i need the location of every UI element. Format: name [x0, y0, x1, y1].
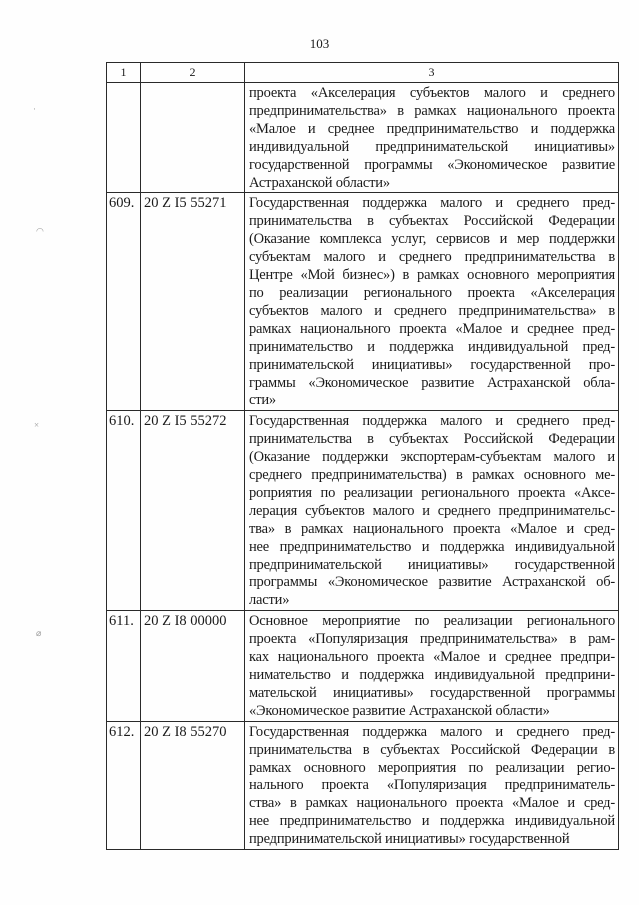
scan-speck: × [34, 420, 40, 430]
header-cell-1: 1 [107, 63, 141, 83]
description-line: среднего предпринимательства) в рамках основного ме- [249, 467, 615, 484]
scan-speck: ◠ [36, 226, 44, 236]
scan-speck: · [33, 104, 36, 114]
description-line: субъектам малого и среднего предпринимательства в [249, 249, 615, 266]
description-line: (Оказание комплекса услуг, сервисов и мер поддержки [249, 231, 615, 248]
row-number-cell [107, 83, 141, 193]
description-line: принимательство и поддержка индивидуальной пред- [249, 338, 615, 355]
description-line: ках национального проекта «Малое и среднее предпри- [249, 649, 615, 666]
description-cell [245, 611, 619, 721]
description-line: предпринимательской инициативы» государственной [249, 831, 570, 848]
description-line: проекта «Популяризация предпринимательства» в рам- [249, 631, 615, 648]
description-line: предпринимательской инициативы» государственной [249, 556, 615, 573]
description-line: «Экономическое развитие Астраханской области» [249, 702, 550, 719]
description-line: роприятия по реализации регионального проекта «Аксе- [249, 484, 615, 501]
description-line: по реализации регионального проекта «Акселерация [249, 284, 615, 301]
description-line: нимательство и поддержка индивидуальной предприни- [249, 667, 615, 683]
table-row [107, 193, 619, 411]
description-line: ства» в рамках национального проекта «Малое и сред- [249, 795, 615, 812]
row-number-cell: 610. [107, 411, 141, 611]
table-row [107, 721, 619, 849]
description-line: программы «Экономическое развитие Астраханской об- [249, 574, 615, 591]
description-line: проекта «Акселерация субъектов малого и среднего [249, 85, 615, 101]
description-line: (Оказание поддержки экспортерам-субъектам малого и [249, 449, 615, 466]
description-line: принимательства в субъектах Российской Федерации в [249, 741, 615, 758]
description-cell [245, 83, 619, 193]
table-row [107, 611, 619, 721]
description-line: нее предпринимательство и поддержка индивидуальной [249, 813, 615, 830]
description-cell [245, 721, 619, 849]
description-line: рамках основного мероприятия по реализации регио- [249, 759, 615, 776]
classification-code-cell: 20 Z I5 55271 [141, 193, 245, 411]
description-line: сти» [249, 392, 276, 409]
description-line: тва» в рамках национального проекта «Малое и сред- [249, 520, 615, 537]
description-line: предпринимательства» в рамках национального проекта [249, 102, 615, 119]
description-line: рамках национального проекта «Малое и среднее пред- [249, 320, 615, 337]
description-cell [245, 411, 619, 611]
description-line: «Малое и среднее предпринимательство и поддержка [249, 120, 615, 137]
row-number-cell: 609. [107, 193, 141, 411]
table-header-row [107, 63, 619, 83]
description-line: принимательской инициативы» государственной про- [249, 356, 615, 373]
description-line: мательской инициативы» государственной программы [249, 684, 615, 701]
classification-code-cell: 20 Z I8 00000 [141, 611, 245, 721]
description-line: государственной программы «Экономическое развитие [249, 156, 615, 173]
header-cell-2: 2 [141, 63, 245, 83]
description-line: Основное мероприятие по реализации регионального [249, 613, 615, 630]
description-cell [245, 193, 619, 411]
description-line: нального проекта «Популяризация предприниматель- [249, 777, 615, 794]
description-line: Государственная поддержка малого и среднего пред- [249, 195, 615, 212]
description-line: лерация субъектов малого и среднего предпринимательс- [249, 502, 615, 519]
page-number: 103 [309, 36, 330, 51]
description-line: принимательства в субъектах Российской Федерации [249, 213, 615, 230]
table-row [107, 411, 619, 611]
description-line: Государственная поддержка малого и среднего пред- [249, 413, 615, 430]
description-line: Государственная поддержка малого и среднего пред- [249, 723, 615, 740]
header-cell-3: 3 [245, 63, 619, 83]
description-line: принимательства в субъектах Российской Федерации [249, 431, 615, 448]
description-line: субъектов малого и среднего предпринимательства» в [249, 302, 615, 319]
row-number-cell: 611. [107, 611, 141, 721]
row-number-cell: 612. [107, 721, 141, 849]
scan-speck: ⌀ [36, 628, 42, 638]
description-line: нее предпринимательство и поддержка индивидуальной [249, 538, 615, 555]
table-row [107, 83, 619, 193]
budget-classification-table [106, 62, 619, 850]
description-line: Астраханской области» [249, 174, 390, 191]
classification-code-cell: 20 Z I5 55272 [141, 411, 245, 611]
classification-code-cell [141, 83, 245, 193]
description-line: граммы «Экономическое развитие Астраханской обла- [249, 374, 615, 391]
classification-code-cell: 20 Z I8 55270 [141, 721, 245, 849]
description-line: индивидуальной предпринимательской инициативы» [249, 138, 615, 155]
description-line: Центре «Мой бизнес») в рамках основного мероприятия [249, 267, 615, 284]
description-line: ласти» [249, 592, 290, 609]
